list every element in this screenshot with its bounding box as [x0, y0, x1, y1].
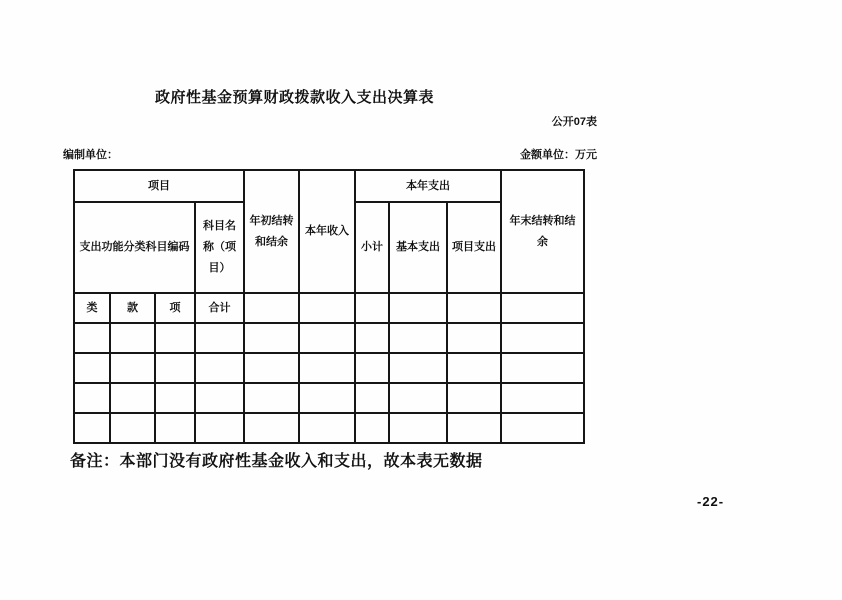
empty-data-row [74, 323, 584, 353]
empty-data-row [74, 413, 584, 443]
empty-cell [244, 413, 299, 443]
header-section: 款 [110, 293, 155, 323]
prepared-by-label: 编制单位： [63, 149, 118, 161]
empty-cell [299, 323, 355, 353]
header-yearend-carryover: 年末结转和结余 [501, 170, 584, 293]
empty-cell [195, 383, 244, 413]
empty-cell [155, 383, 195, 413]
header-current-year-expense-group: 本年支出 [355, 170, 501, 202]
header-expense-function-code: 支出功能分类科目编码 [74, 202, 195, 293]
empty-cell [110, 353, 155, 383]
header-current-year-income: 本年收入 [299, 170, 355, 293]
header-subject-name: 科目名称（项目） [195, 202, 244, 293]
header-project-expense: 项目支出 [447, 202, 501, 293]
empty-cell [299, 353, 355, 383]
empty-cell [244, 353, 299, 383]
empty-cell [244, 323, 299, 353]
empty-cell [74, 323, 110, 353]
empty-cell [355, 383, 389, 413]
empty-cell [110, 323, 155, 353]
empty-cell [447, 353, 501, 383]
empty-cell [299, 293, 355, 323]
empty-cell [447, 323, 501, 353]
header-beginning-carryover: 年初结转和结余 [244, 170, 299, 293]
empty-cell [389, 293, 447, 323]
page-number: -22- [697, 494, 725, 509]
empty-cell [355, 323, 389, 353]
empty-cell [195, 413, 244, 443]
empty-cell [501, 383, 584, 413]
note-text: 备注：本部门没有政府性基金收入和支出，故本表无数据 [70, 453, 483, 470]
empty-cell [355, 353, 389, 383]
empty-cell [389, 383, 447, 413]
empty-cell [74, 383, 110, 413]
empty-data-row [74, 383, 584, 413]
header-row-3 [74, 293, 584, 323]
header-basic-expense: 基本支出 [389, 202, 447, 293]
amount-unit-label: 金额单位：万元 [520, 149, 597, 161]
empty-cell [244, 383, 299, 413]
empty-data-row [74, 353, 584, 383]
empty-cell [447, 293, 501, 323]
empty-cell [244, 293, 299, 323]
empty-cell [501, 323, 584, 353]
header-total: 合计 [195, 293, 244, 323]
empty-cell [195, 323, 244, 353]
empty-cell [355, 413, 389, 443]
empty-cell [447, 413, 501, 443]
empty-cell [501, 413, 584, 443]
budget-table [73, 169, 585, 444]
empty-cell [389, 323, 447, 353]
header-category: 类 [74, 293, 110, 323]
empty-cell [389, 353, 447, 383]
empty-cell [389, 413, 447, 443]
empty-cell [501, 353, 584, 383]
empty-cell [501, 293, 584, 323]
header-project-group: 项目 [74, 170, 244, 202]
table-code-label: 公开07表 [551, 116, 597, 128]
empty-cell [195, 353, 244, 383]
empty-cell [355, 293, 389, 323]
empty-cell [74, 353, 110, 383]
header-row-1 [74, 170, 584, 202]
empty-cell [74, 413, 110, 443]
empty-cell [447, 383, 501, 413]
empty-cell [155, 323, 195, 353]
empty-cell [110, 383, 155, 413]
empty-cell [299, 413, 355, 443]
empty-data-rows [74, 323, 584, 443]
empty-cell [155, 353, 195, 383]
header-subtotal: 小计 [355, 202, 389, 293]
document-title: 政府性基金预算财政拨款收入支出决算表 [155, 89, 435, 106]
empty-cell [155, 413, 195, 443]
header-item: 项 [155, 293, 195, 323]
empty-cell [299, 383, 355, 413]
empty-cell [110, 413, 155, 443]
